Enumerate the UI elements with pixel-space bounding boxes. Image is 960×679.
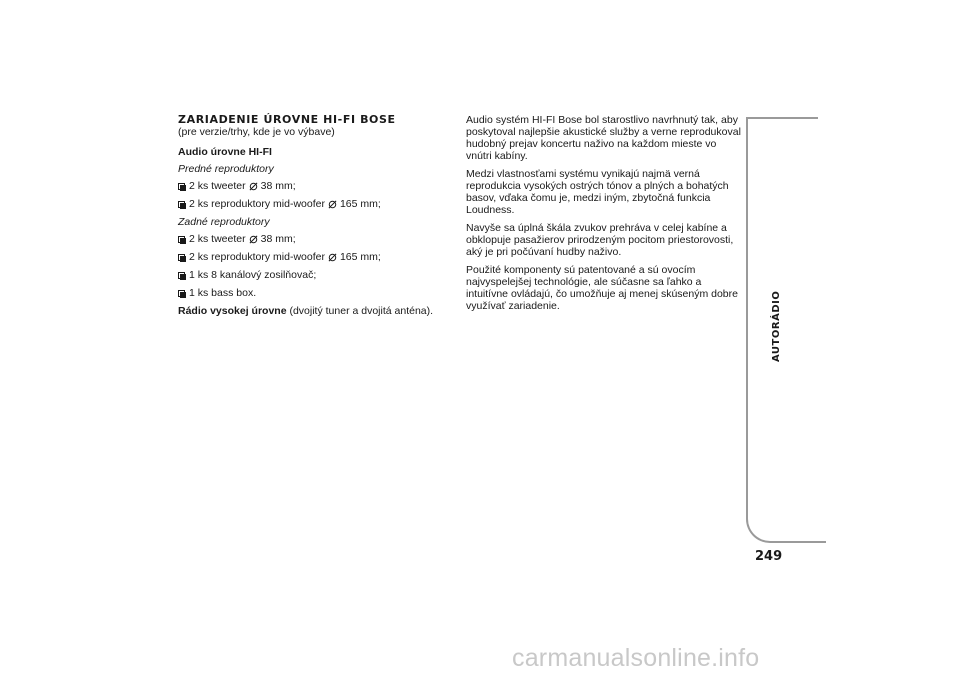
list-item-text: 2 ks reproduktory mid-woofer (189, 251, 325, 263)
left-column (178, 114, 440, 318)
section-subtitle: (pre verzie/trhy, kde je vo výbave) (178, 126, 335, 138)
list-item (178, 287, 440, 300)
list-item-text: 2 ks tweeter (189, 233, 246, 245)
list-item-value: 38 mm; (260, 233, 296, 245)
list-item (178, 269, 440, 282)
paragraph: Medzi vlastnosťami systému vynikajú najmä verná reprodukcia vysokých ostrých tónov a plných a bohatých basov, vďaka čomu je, medzi iným, zbytočná funkcia Loudness. (466, 168, 729, 216)
list-item (178, 251, 440, 264)
chapter-label: AUTORÁDIO (771, 290, 782, 362)
diameter-icon (249, 182, 258, 191)
paragraph: Navyše sa úplná škála zvukov prehráva v celej kabíne a obklopuje pasažierov prirodzeným pocitom priestorovosti, aký je pri počúvaní hudby naživo. (466, 222, 734, 258)
checkbox-bullet-icon (178, 290, 186, 298)
radio-rest: (dvojitý tuner a dvojitá anténa). (289, 305, 434, 317)
chapter-tab-frame (746, 117, 826, 543)
list-item (178, 198, 440, 211)
checkbox-bullet-icon (178, 272, 186, 280)
list-item (178, 180, 440, 193)
right-column (466, 114, 741, 318)
list-item-text: 1 ks bass box. (189, 287, 257, 299)
checkbox-bullet-icon (178, 183, 186, 191)
diameter-icon (249, 235, 258, 244)
paragraph: Audio systém HI-FI Bose bol starostlivo navrhnutý tak, aby poskytoval najlepšie akustické služby a verne reprodukoval hudobný prejav koncertu naživo na každom mieste vo vnútri kabíny. (466, 114, 741, 162)
rear-speakers-label: Zadné reproduktory (178, 216, 270, 228)
list-item-value: 165 mm; (339, 251, 381, 263)
list-item-text: 1 ks 8 kanálový zosilňovač; (189, 269, 317, 281)
list-item-text: 2 ks reproduktory mid-woofer (189, 198, 325, 210)
checkbox-bullet-icon (178, 254, 186, 262)
section-title: ZARIADENIE ÚROVNE HI-FI BOSE (178, 113, 396, 126)
paragraph: Použité komponenty sú patentované a sú ovocím najvyspelejšej technológie, ale súčasne sa ľahko a intuitívne ovládajú, čo umožňuje aj menej skúseným dobre využívať zariadenie. (466, 264, 738, 312)
list-item-value: 165 mm; (339, 198, 381, 210)
radio-bold: Rádio vysokej úrovne (178, 305, 287, 317)
page-number: 249 (755, 549, 783, 564)
checkbox-bullet-icon (178, 236, 186, 244)
diameter-icon (328, 200, 337, 209)
watermark: carmanualsonline.info (512, 644, 760, 672)
audio-subhead: Audio úrovne HI-FI (178, 146, 272, 158)
diameter-icon (328, 253, 337, 262)
list-item-value: 38 mm; (260, 180, 296, 192)
radio-line (178, 305, 440, 318)
front-speakers-label: Predné reproduktory (178, 163, 274, 175)
chapter-tab-frame-top (746, 117, 818, 119)
list-item (178, 233, 440, 246)
checkbox-bullet-icon (178, 201, 186, 209)
list-item-text: 2 ks tweeter (189, 180, 246, 192)
